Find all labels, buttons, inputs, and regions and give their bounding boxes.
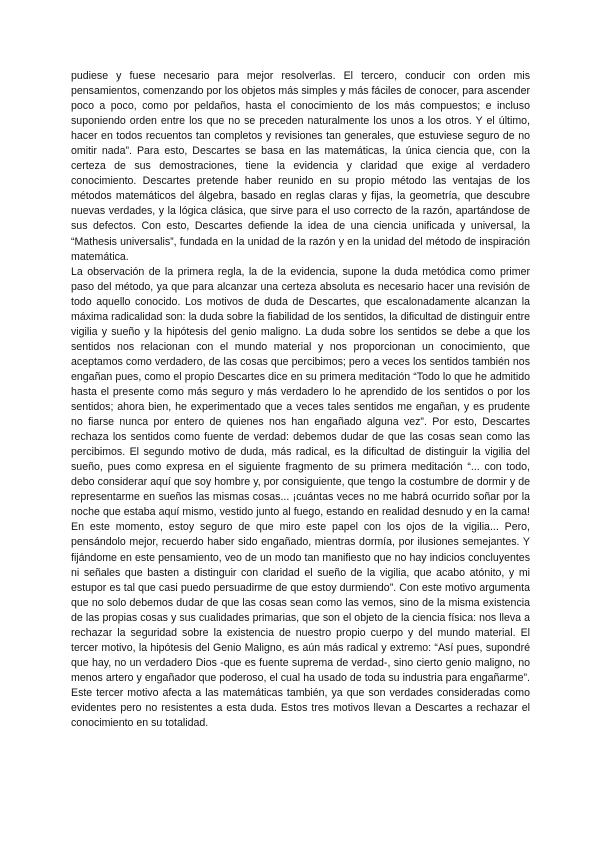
- paragraph-method-rules: pudiese y fuese necesario para mejor resolverlas. El tercero, conducir con orden mis pensamientos, comenzando por los objetos más simples y más fáciles de conocer, para ascender poco a poco, como por peldaños, hasta el conocimiento de los más compuestos; e incluso suponiendo orden entre los que no se preceden naturalmente los unos a los otros. Y el último, hacer en todos recuentos tan completos y revisiones tan generales, que estuviese seguro de no omitir nada”. Para esto, Descartes se basa en las matemáticas, la única ciencia que, con la certeza de sus demostraciones, tiene la evidencia y claridad que exige al verdadero conocimiento. Descartes pretende haber reunido en su propio método las ventajas de los métodos matemáticos del álgebra, basado en reglas claras y fijas, la geometría, que descubre nuevas verdades, y la lógica clásica, que sirve para el uso correcto de la razón, apartándose de sus defectos. Con esto, Descartes defiende la idea de una ciencia unificada y universal, la “Mathesis universalis”, fundada en la unidad de la razón y en la unidad del método de inspiración matemática.: [71, 70, 530, 263]
- body-text: [71, 69, 530, 731]
- paragraph-methodical-doubt: La observación de la primera regla, la de la evidencia, supone la duda metódica como primer paso del método, ya que para alcanzar una certeza absoluta es necesario hacer una revisión de todo aquello conocido. Los motivos de duda de Descartes, que escalonadamente alcanzan la máxima radicalidad son: la duda sobre la fiabilidad de los sentidos, la dificultad de distinguir entre vigilia y sueño y la hipótesis del genio maligno. La duda sobre los sentidos se debe a que los sentidos nos relacionan con el mundo material y nos proporcionan un conocimiento, que aceptamos como verdadero, de las cosas que percibimos; pero a veces los sentidos también nos engañan pues, como el propio Descartes dice en su primera meditación “Todo lo que he admitido hasta el presente como más seguro y más verdadero lo he aprendido de los sentidos o por los sentidos; ahora bien, he experimentado que a veces tales sentidos me engañan, y es prudente no fiarse nunca por entero de quienes nos han engañado alguna vez”. Por esto, Descartes rechaza los sentidos como fuente de verdad: debemos dudar de que las cosas sean como las percibimos. El segundo motivo de duda, más radical, es la dificultad de distinguir la vigilia del sueño, pues como expresa en el siguiente fragmento de su primera meditación “... con todo, debo considerar aquí que soy hombre y, por consiguiente, que tengo la costumbre de dormir y de representarme en sueños las mismas cosas... ¡cuántas veces no me habrá ocurrido soñar por la noche que estaba aquí mismo, vestido junto al fuego, estando en realidad desnudo y en la cama! En este momento, estoy seguro de que miro este papel con los ojos de la vigilia... Pero, pensándolo mejor, recuerdo haber sido engañado, mientras dormía, por ilusiones semejantes. Y fijándome en este pensamiento, veo de un modo tan manifiesto que no hay indicios concluyentes ni señales que basten a distinguir con claridad el sueño de la vigilia, que acabo atónito, y mi estupor es tal que casi puedo persuadirme de que estoy durmiendo”. Con este motivo argumenta que no solo debemos dudar de que las cosas sean como las vemos, sino de la misma existencia de las propias cosas y sus cualidades primarias, que son el objeto de la ciencia física: nos lleva a rechazar la seguridad sobre la existencia de nuestro propio cuerpo y del mundo material. El tercer motivo, la hipótesis del Genio Maligno, es aún más radical y extremo: “Así pues, supondré que hay, no un verdadero Dios -que es fuente suprema de verdad-, sino cierto genio maligno, no menos artero y engañador que poderoso, el cual ha usado de toda su industria para engañarme”. Este tercer motivo afecta a las matemáticas también, ya que son verdades consideradas como evidentes pero no resistentes a esta duda. Estos tres motivos llevan a Descartes a rechazar el conocimiento en su totalidad.: [71, 265, 530, 730]
